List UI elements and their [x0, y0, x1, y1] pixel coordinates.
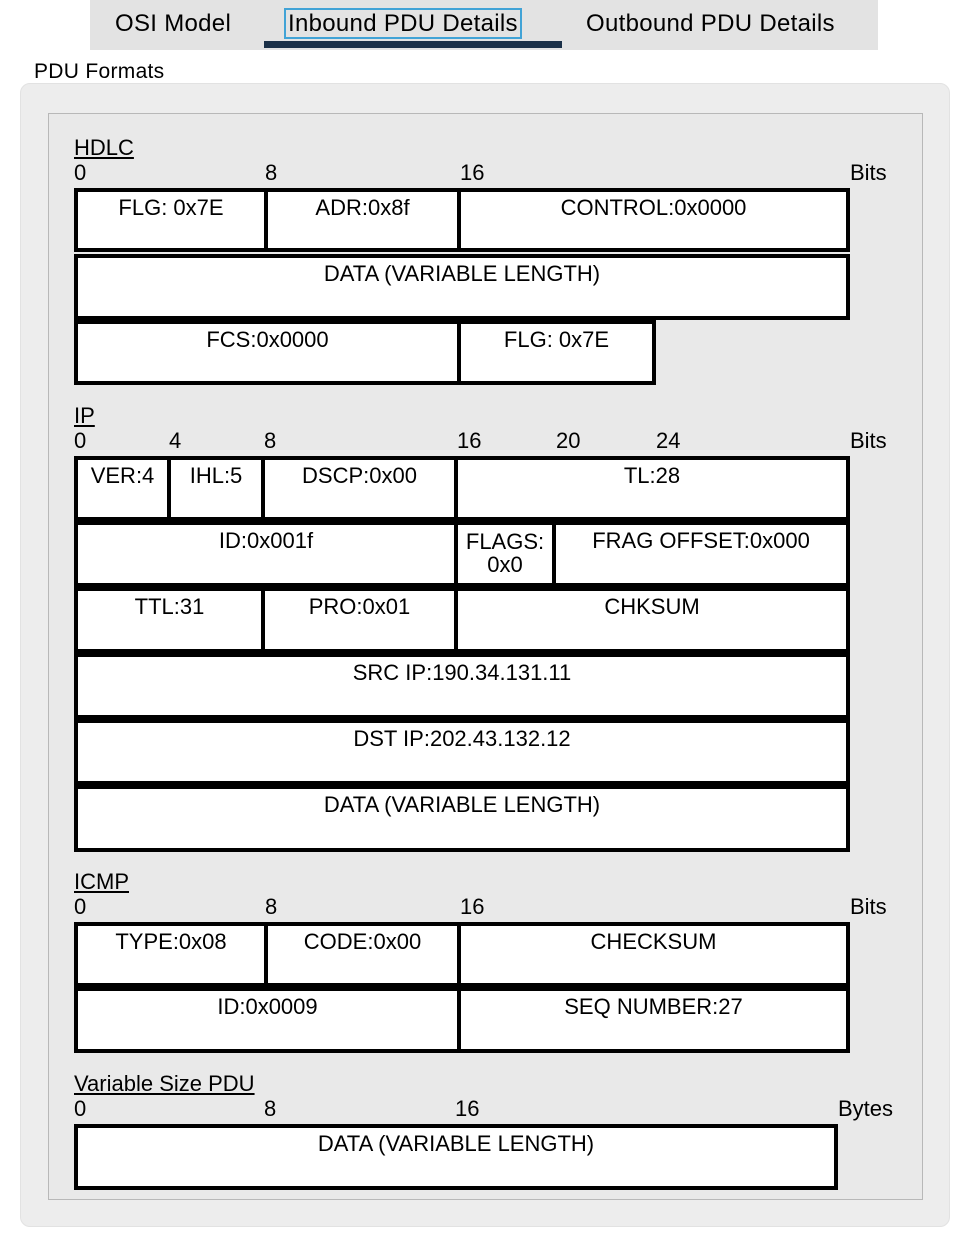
ip-unit-label: Bits: [850, 428, 887, 453]
ip-tick: 4: [169, 428, 182, 453]
ip-dscp-field: DSCP:0x00: [261, 456, 458, 521]
hdlc-tick: 16: [460, 160, 485, 185]
icmp-type-field: TYPE:0x08: [74, 922, 268, 987]
ip-version-field: VER:4: [74, 456, 171, 521]
ip-flags-field: FLAGS:0x0: [454, 521, 556, 587]
icmp-tick: 0: [74, 894, 87, 919]
ip-destination-address-field: DST IP:202.43.132.12: [74, 719, 850, 785]
icmp-unit-label: Bits: [850, 894, 887, 919]
hdlc-control-field: CONTROL:0x0000: [457, 188, 850, 252]
tab-inbound-pdu-details[interactable]: [286, 10, 520, 38]
icmp-code-field: CODE:0x00: [264, 922, 461, 987]
hdlc-address-field: ADR:0x8f: [264, 188, 461, 252]
icmp-checksum-field: CHECKSUM: [457, 922, 850, 987]
variable-pdu-tick: 0: [74, 1096, 87, 1121]
tab-inbound-label: Inbound PDU Details: [288, 10, 518, 37]
hdlc-fcs-field: FCS:0x0000: [74, 320, 461, 385]
hdlc-flag-end-field: FLG: 0x7E: [457, 320, 656, 385]
icmp-identifier-field: ID:0x0009: [74, 987, 461, 1053]
ip-checksum-field: CHKSUM: [454, 587, 850, 653]
tab-osi-model[interactable]: OSI Model: [115, 10, 232, 37]
variable-pdu-data-field: DATA (VARIABLE LENGTH): [74, 1124, 838, 1190]
ip-protocol-field: PRO:0x01: [261, 587, 458, 653]
variable-pdu-unit-label: Bytes: [838, 1096, 894, 1121]
hdlc-tick: 8: [265, 160, 278, 185]
pdu-formats-label: PDU Formats: [34, 60, 165, 83]
hdlc-data-field: DATA (VARIABLE LENGTH): [74, 254, 850, 320]
icmp-tick: 8: [265, 894, 278, 919]
ip-total-length-field: TL:28: [454, 456, 850, 521]
ip-tick: 24: [656, 428, 681, 453]
ip-tick: 16: [457, 428, 482, 453]
hdlc-unit-label: Bits: [850, 160, 887, 185]
hdlc-flag-field: FLG: 0x7E: [74, 188, 268, 252]
variable-pdu-title: Variable Size PDU: [74, 1071, 255, 1096]
ip-ihl-field: IHL:5: [167, 456, 265, 521]
tab-outbound-pdu-details[interactable]: Outbound PDU Details: [586, 10, 835, 37]
variable-pdu-tick: 8: [264, 1096, 277, 1121]
ip-identification-field: ID:0x001f: [74, 521, 458, 587]
icmp-title: ICMP: [74, 869, 129, 894]
ip-fragment-offset-field: FRAG OFFSET:0x000: [552, 521, 850, 587]
hdlc-tick: 0: [74, 160, 87, 185]
ip-ttl-field: TTL:31: [74, 587, 265, 653]
icmp-sequence-number-field: SEQ NUMBER:27: [457, 987, 850, 1053]
ip-tick: 0: [74, 428, 87, 453]
icmp-tick: 16: [460, 894, 485, 919]
ip-source-address-field: SRC IP:190.34.131.11: [74, 653, 850, 719]
ip-tick: 8: [264, 428, 277, 453]
ip-tick: 20: [556, 428, 581, 453]
variable-pdu-tick: 16: [455, 1096, 480, 1121]
hdlc-title: HDLC: [74, 135, 134, 160]
ip-data-field: DATA (VARIABLE LENGTH): [74, 785, 850, 852]
ip-title: IP: [74, 403, 95, 428]
active-tab-indicator: [264, 41, 562, 48]
